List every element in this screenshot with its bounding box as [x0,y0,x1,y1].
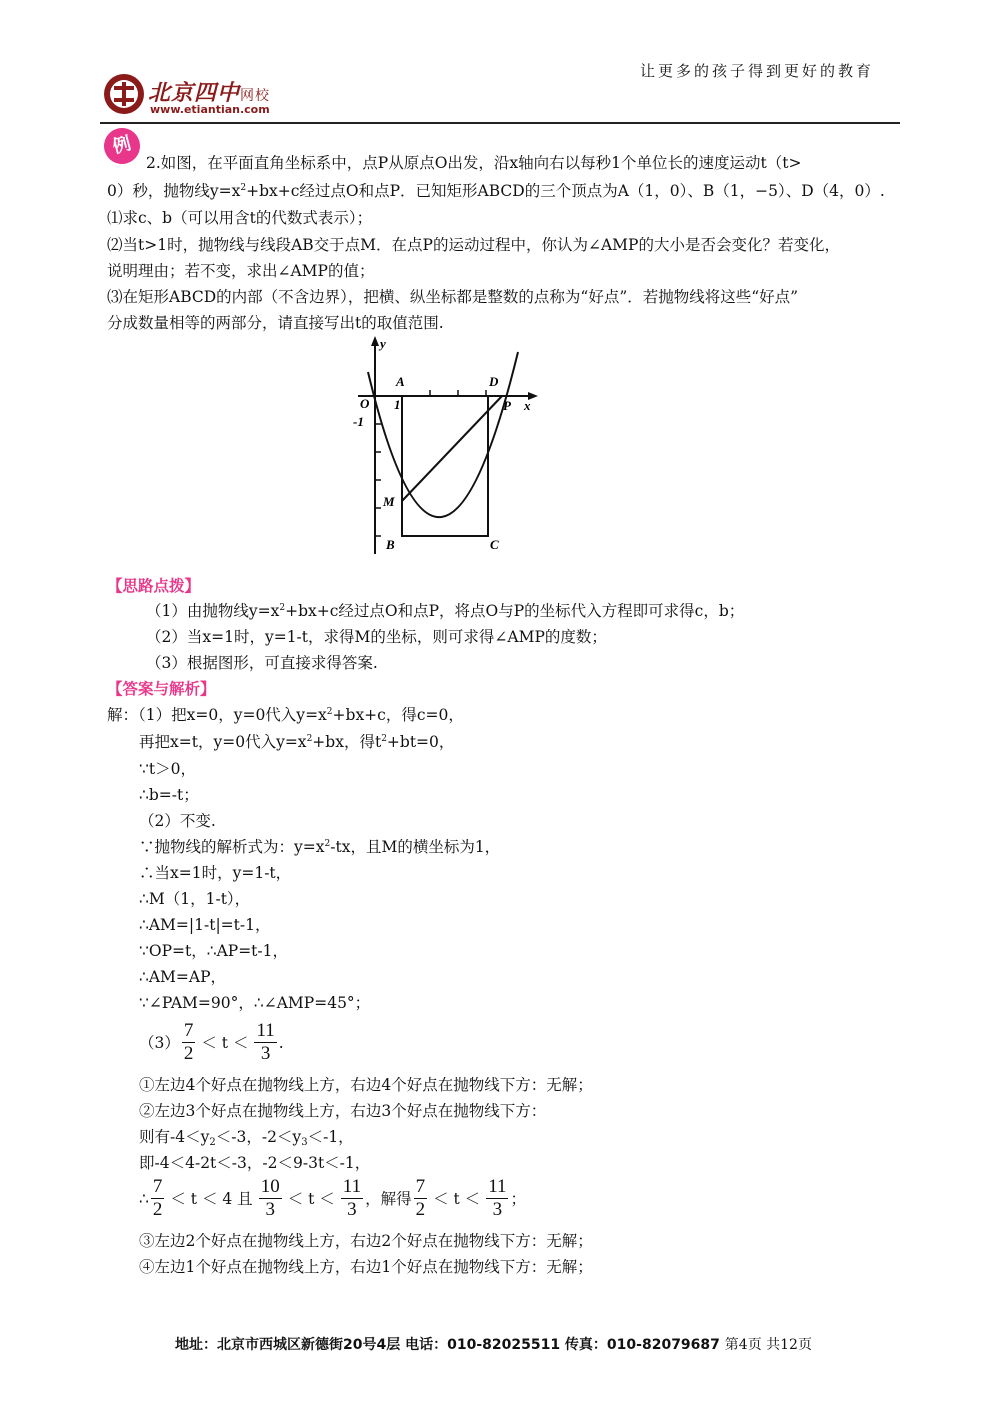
fraction-10-3: $\frac{10}{3}$ [260,1176,280,1220]
label-c: C [490,537,499,552]
question-3-line-1: ⑶在矩形ABCD的内部（不含边界），把横、纵坐标都是整数的点称为“好点”．若抛物线将这些“好点” [107,288,799,306]
parabola-figure [350,334,540,560]
hint-3: （3）根据图形，可直接求得答案. [146,654,378,672]
answer-6a: ∵抛物线的解析式为：y=x [139,838,325,856]
case-2-ineq-c: ＜-1， [307,1128,354,1146]
answer-line-12: ∵∠PAM=90°，∴∠AMP=45°； [139,994,371,1012]
fraction-7-2-c: $\frac{7}{2}$ [415,1176,426,1220]
fraction-11-3: $\frac{11}{3}$ [256,1020,275,1064]
problem-line-2b: +bx+c经过点O和点P．已知矩形ABCD的三个顶点为A（1，0）、B（1，−5）、D（4，0）. [246,182,885,200]
answer-2b: +bx，得t [312,733,382,751]
answer-line-7: ∴当x=1时，y=1-t， [139,864,292,882]
question-3-line-2: 分成数量相等的两部分，请直接写出t的取值范围. [107,314,444,332]
answer-line-6: ∵抛物线的解析式为：$y=x^2-tx$，且M的横坐标为1， [139,838,501,856]
case-2-end: ； [510,1189,526,1208]
case-2-line-1 [139,1124,354,1150]
label-y: y [380,336,386,351]
answer-line-4: ∴b=-t； [139,786,199,804]
footer-address: 地址：北京市西城区新德街20号4层 电话：010-82025511 传真：010-82079687 [175,1337,720,1353]
label-a: A [396,374,405,389]
answer-line-11: ∴AM=AP， [139,968,227,986]
case-2-ineq-t2: ＜ t ＜ [433,1189,481,1208]
answer-13-label: （3） [139,1033,180,1052]
case-2-ineq-a: 则有-4＜y [139,1128,210,1146]
subscript-3: 3 [301,1137,308,1148]
fraction-7-2: $\frac{7}{2}$ [183,1020,194,1064]
answer-line-9: ∴AM=|1-t|=t-1， [139,916,271,934]
hint-1b: +bx+c经过点O和点P，将点O与P的坐标代入方程即可求得c，b； [285,602,745,620]
label-d: D [489,374,499,389]
answer-line-13 [139,1020,284,1065]
case-2-ineq-b: ＜-3，-2＜y [215,1128,302,1146]
case-2-result [139,1176,526,1221]
y-axis-arrow [371,336,379,346]
logo-name-sub: 网校 [240,88,271,104]
case-2-line-2: 即-4＜4-2t＜-3，-2＜9-3t＜-1， [139,1154,371,1172]
case-2-solve: ，解得 [365,1189,412,1208]
fraction-7-2-b: $\frac{7}{2}$ [152,1176,163,1220]
hint-2: （2）当x=1时，y=1-t，求得M的坐标，则可求得∠AMP的度数； [146,628,607,646]
answer-line-1: 解：（1）把x=0，y=0代入$y=x^2+bx+c$，得c=0， [107,706,464,724]
question-2-line-2: 说明理由；若不变，求出∠AMP的值； [107,262,375,280]
answer-line-10: ∵OP=t，∴AP=t-1， [139,942,289,960]
case-2-ineq-t: ＜ t ＜ [287,1189,335,1208]
rectangle-abcd [402,396,488,536]
label-m: M [383,494,395,509]
header-divider [100,122,900,124]
answer-2c: +bt=0， [386,733,455,751]
question-2-line-1: ⑵当t>1时，抛物线与线段AB交于点M．在点P的运动过程中，你认为∠AMP的大小是否会变化？若变化， [107,236,840,254]
case-1: ①左边4个好点在抛物线上方，右边4个好点在抛物线下方：无解； [139,1076,593,1094]
answer-1a: 解：（1）把x=0，y=0代入y=x [107,706,327,724]
answer-line-8: ∴M（1，1-t）， [139,890,251,908]
answer-line-2: 再把x=t，y=0代入$y=x^2+bx$，得$t^2+bt=0$， [139,733,455,751]
label-x: x [524,398,531,413]
therefore-symbol: ∴ [139,1189,149,1208]
answer-title: 【答案与解析】 [107,679,216,698]
case-3: ③左边2个好点在抛物线上方，右边2个好点在抛物线下方：无解； [139,1232,593,1250]
answer-6b: -tx，且M的横坐标为1， [330,838,501,856]
answer-13-ineq: ＜ t ＜ [201,1033,249,1052]
subscript-2: 2 [209,1137,216,1148]
example-badge: 例 [100,124,144,168]
answer-line-3: ∵t＞0， [139,760,196,778]
header-slogan: 让更多的孩子得到更好的教育 [640,62,875,80]
logo-url: www.etiantian.com [150,103,270,116]
answer-13-dot: . [278,1033,284,1052]
answer-2a: 再把x=t，y=0代入y=x [139,733,307,751]
label-neg1: -1 [353,414,364,429]
question-1: ⑴求c、b（可以用含t的代数式表示）； [107,209,373,227]
label-one: 1 [394,397,401,412]
problem-line-2a: 0）秒，抛物线y=x [107,182,241,200]
hint-1a: （1）由抛物线y=x [146,602,280,620]
label-o: O [360,396,370,411]
case-2: ②左边3个好点在抛物线上方，右边3个好点在抛物线下方： [139,1102,547,1120]
logo-name-main: 北京四中 [148,81,241,106]
label-b: B [386,537,395,552]
hint-1: （1）由抛物线$y=x^2+bx+c$经过点O和点P，将点O与P的坐标代入方程即可求得c，b； [146,602,745,620]
problem-line-2: 0）秒，抛物线$y=x^2+bx+c$经过点O和点P．已知矩形ABCD的三个顶点为A（1，0）、B（1，−5）、D（4，0）. [107,182,885,200]
fraction-11-3-b: $\frac{11}{3}$ [342,1176,362,1220]
case-4: ④左边1个好点在抛物线上方，右边1个好点在抛物线下方：无解； [139,1258,593,1276]
fraction-11-3-c: $\frac{11}{3}$ [488,1176,507,1220]
answer-line-5: （2）不变. [139,812,216,830]
footer-page: 第4页 共12页 [724,1337,812,1353]
hint-title: 【思路点拨】 [107,576,201,595]
answer-1b: +bx+c，得c=0， [332,706,464,724]
label-p: P [503,398,511,413]
footer [175,1334,812,1354]
case-2-lt4: ＜ t ＜ 4 且 [170,1189,253,1208]
logo-emblem-icon [102,72,146,116]
problem-line-1: 2.如图，在平面直角坐标系中，点P从原点O出发，沿x轴向右以每秒1个单位长的速度运动t（t> [146,154,802,172]
